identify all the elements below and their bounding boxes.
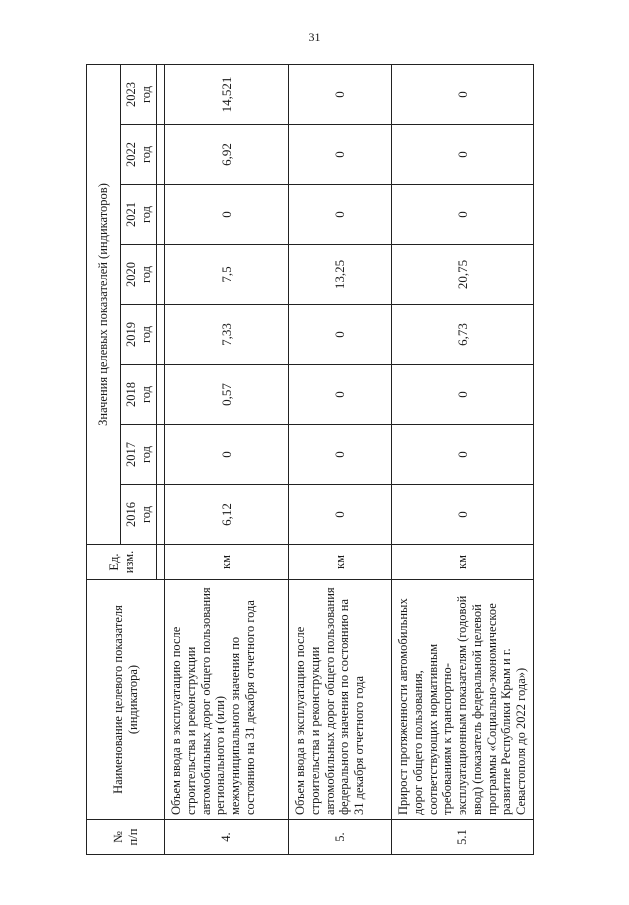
value-cell: 7,33	[165, 305, 289, 365]
value-cell: 0	[289, 65, 392, 125]
row-number: 4.	[165, 820, 289, 855]
table-row	[392, 65, 534, 855]
year-suffix: год	[138, 505, 153, 524]
year-suffix: год	[138, 205, 153, 224]
blank-cell	[157, 545, 165, 580]
blank-cell	[157, 245, 165, 305]
blank-cell	[157, 185, 165, 245]
indicator-name: Объем ввода в эксплуатацию после строительства и реконструкции автомобильных дорог общего пользования регионального и (или) межмуниципального значения по состоянию на 31 декабря отчетного года	[165, 580, 289, 820]
indicator-name: Объем ввода в эксплуатацию после строительства и реконструкции автомобильных дорог общего пользования федерального значения по состоянию на 31 декабря отчетного года	[289, 580, 392, 820]
value-cell: 20,75	[392, 245, 534, 305]
header-values-group: Значения целевых показателей (индикаторов)	[87, 65, 121, 545]
year-suffix: год	[138, 265, 153, 284]
table-row	[289, 65, 392, 855]
header-year	[121, 65, 157, 125]
header-name-line1: Наименование целевого показателя	[110, 605, 125, 794]
row-number: 5.1	[392, 820, 534, 855]
header-year	[121, 305, 157, 365]
value-cell: 6,92	[165, 125, 289, 185]
value-cell: 0	[289, 185, 392, 245]
header-unit-line2: изм.	[121, 550, 136, 574]
value-cell: 0	[392, 65, 534, 125]
blank-cell	[157, 365, 165, 425]
year-suffix: год	[138, 145, 153, 164]
unit-cell: км	[392, 545, 534, 580]
value-cell: 0	[289, 485, 392, 545]
year-suffix: год	[138, 325, 153, 344]
blank-cell	[157, 485, 165, 545]
year-label: 2023	[123, 82, 138, 107]
header-name	[87, 580, 165, 820]
header-row-group	[87, 65, 121, 855]
year-label: 2021	[123, 202, 138, 227]
blank-cell	[157, 125, 165, 185]
header-unit	[87, 545, 157, 580]
header-num	[87, 820, 165, 855]
value-cell: 0	[392, 425, 534, 485]
rotated-table-container	[86, 65, 531, 855]
unit-cell: км	[289, 545, 392, 580]
value-cell: 0	[392, 485, 534, 545]
value-cell: 14,521	[165, 65, 289, 125]
header-year	[121, 185, 157, 245]
value-cell: 0	[289, 125, 392, 185]
value-cell: 0	[289, 305, 392, 365]
blank-cell	[157, 65, 165, 125]
indicators-table	[86, 64, 534, 855]
value-cell: 0	[165, 425, 289, 485]
year-label: 2019	[123, 322, 138, 347]
value-cell: 6,73	[392, 305, 534, 365]
header-year	[121, 245, 157, 305]
header-year	[121, 365, 157, 425]
indicator-name: Прирост протяженности автомобильных дорог общего пользования, соответствующих нормативным требованиям к транспортно-эксплуатационным показателям (годовой ввод) (показатель федеральной целевой программы «Социально-экономическое развитие Республики Крым и г. Севастополя до 2022 года»)	[392, 580, 534, 820]
year-suffix: год	[138, 85, 153, 104]
table-row	[165, 65, 289, 855]
year-suffix: год	[138, 445, 153, 464]
header-year	[121, 485, 157, 545]
value-cell: 6,12	[165, 485, 289, 545]
value-cell: 0	[165, 185, 289, 245]
blank-cell	[157, 425, 165, 485]
header-unit-line1: Ед.	[106, 553, 121, 571]
value-cell: 0	[392, 185, 534, 245]
header-year	[121, 125, 157, 185]
blank-cell	[157, 305, 165, 365]
year-label: 2016	[123, 502, 138, 527]
year-label: 2022	[123, 142, 138, 167]
value-cell: 0	[289, 365, 392, 425]
header-name-line2: (индикатора)	[125, 664, 140, 735]
unit-cell: км	[165, 545, 289, 580]
header-year	[121, 425, 157, 485]
value-cell: 7,5	[165, 245, 289, 305]
year-label: 2018	[123, 382, 138, 407]
value-cell: 0,57	[165, 365, 289, 425]
value-cell: 0	[392, 125, 534, 185]
value-cell: 0	[289, 425, 392, 485]
row-number: 5.	[289, 820, 392, 855]
year-label: 2020	[123, 262, 138, 287]
header-num-line1: №	[110, 831, 125, 843]
year-label: 2017	[123, 442, 138, 467]
page-number: 31	[308, 30, 321, 44]
header-num-line2: п/п	[125, 828, 140, 846]
value-cell: 13,25	[289, 245, 392, 305]
year-suffix: год	[138, 385, 153, 404]
value-cell: 0	[392, 365, 534, 425]
